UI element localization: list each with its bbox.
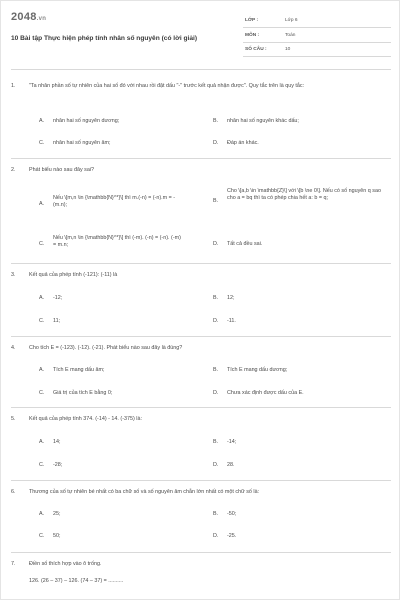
option-letter: B. bbox=[213, 439, 219, 445]
question-text: Thương của số tự nhiên bé nhất có ba chữ số và số nguyên âm chẵn lớn nhất có một chữ số là: bbox=[29, 489, 260, 495]
option-letter: A. bbox=[39, 118, 45, 124]
site-logo[interactable] bbox=[11, 11, 46, 23]
question-text: Phát biểu nào sau đây sai? bbox=[29, 167, 95, 173]
option-letter: B. bbox=[213, 295, 219, 301]
meta-key: LỚP : bbox=[245, 18, 259, 23]
question-text: Cho tích E = (-123). (-12). (-21). Phát biểu nào sau đây là đúng? bbox=[29, 345, 183, 351]
option-text: Tất cả đều sai. bbox=[227, 241, 263, 247]
question-number: 2. bbox=[11, 167, 16, 173]
option-text: Giá trị của tích E bằng 0; bbox=[53, 390, 113, 396]
option-letter: B. bbox=[213, 511, 219, 517]
option-text: 50; bbox=[53, 533, 61, 539]
question-number: 6. bbox=[11, 489, 16, 495]
option-letter: C. bbox=[39, 318, 45, 324]
option-letter: D. bbox=[213, 533, 219, 539]
option-text: Chưa xác định được dấu của E. bbox=[227, 390, 304, 396]
option-letter: C. bbox=[39, 140, 45, 146]
meta-row-class bbox=[243, 15, 391, 28]
question-text: Kết quả của phép tính (-121): (-11) là bbox=[29, 272, 118, 278]
option-text: Nếu \[m,n \in {\mathbb{N}^*}\] thì (-m). (-n) = (-n). (-m) = m.n; bbox=[53, 235, 181, 249]
option-letter: D. bbox=[213, 390, 219, 396]
meta-value: Toán bbox=[285, 32, 296, 38]
option-letter: D. bbox=[213, 140, 219, 146]
question-text: Kết quả của phép tính 374. (-14) - 14. (-375) là: bbox=[29, 416, 142, 422]
option-text: Cho \[a,b \in \mathbb{Z}\] với \[b \ne 0\]. Nếu có số nguyên q sao cho a = bq thì ta có phép chia hết a: b = q; bbox=[227, 188, 381, 202]
question-number: 1. bbox=[11, 83, 16, 89]
option-text: -28; bbox=[53, 462, 63, 468]
option-letter: A. bbox=[39, 201, 45, 207]
meta-row-count bbox=[243, 44, 391, 57]
option-text: 11; bbox=[53, 318, 61, 324]
option-letter: B. bbox=[213, 198, 219, 204]
option-letter: C. bbox=[39, 390, 45, 396]
option-letter: C. bbox=[39, 533, 45, 539]
question-number: 5. bbox=[11, 416, 16, 422]
meta-key: SỐ CÂU : bbox=[245, 47, 267, 52]
question-divider bbox=[11, 336, 391, 337]
option-letter: B. bbox=[213, 118, 219, 124]
meta-table bbox=[243, 15, 391, 59]
option-letter: D. bbox=[213, 318, 219, 324]
question-divider bbox=[11, 480, 391, 481]
option-text: 12; bbox=[227, 295, 235, 301]
option-text: -12; bbox=[53, 295, 63, 301]
question-divider bbox=[11, 552, 391, 553]
option-text: -11. bbox=[227, 318, 236, 324]
worksheet-header bbox=[11, 11, 391, 61]
option-letter: D. bbox=[213, 241, 219, 247]
option-text: -50; bbox=[227, 511, 237, 517]
question-divider bbox=[11, 263, 391, 264]
meta-row-subject bbox=[243, 30, 391, 43]
logo-suffix: .vn bbox=[36, 16, 47, 22]
question-number: 3. bbox=[11, 272, 16, 278]
option-text: 14; bbox=[53, 439, 61, 445]
option-text: Đáp án khác. bbox=[227, 140, 259, 146]
meta-value: Lớp 6 bbox=[285, 18, 298, 23]
fill-in-expression[interactable]: 126. (26 – 37) – 126. (74 – 37) = .......... bbox=[29, 578, 124, 584]
option-text: Tích E mang dấu dương; bbox=[227, 367, 288, 373]
question-text: Điền số thích hợp vào ô trống. bbox=[29, 561, 102, 567]
meta-key: MÔN : bbox=[245, 32, 260, 38]
option-letter: B. bbox=[213, 367, 219, 373]
option-text: nhân hai số nguyên âm; bbox=[53, 140, 111, 146]
option-text: -25. bbox=[227, 533, 237, 539]
option-letter: C. bbox=[39, 462, 45, 468]
header-divider bbox=[11, 69, 391, 70]
question-number: 7. bbox=[11, 561, 16, 567]
option-text: Tích E mang dấu âm; bbox=[53, 367, 105, 373]
option-letter: D. bbox=[213, 462, 219, 468]
option-text: 28. bbox=[227, 462, 235, 468]
question-text: "Ta nhân phần số tự nhiên của hai số đó với nhau rồi đặt dấu "-" trước kết quả nhận được". Quy tắc trên là quy tắc: bbox=[29, 83, 305, 89]
page-title: 10 Bài tập Thực hiện phép tính nhân số nguyên (có lời giải) bbox=[11, 35, 198, 42]
option-text: nhân hai số nguyên dương; bbox=[53, 118, 120, 124]
option-letter: A. bbox=[39, 367, 45, 373]
logo-text: 2048 bbox=[11, 11, 37, 23]
question-divider bbox=[11, 407, 391, 408]
option-letter: A. bbox=[39, 511, 45, 517]
option-letter: A. bbox=[39, 295, 45, 301]
option-letter: C. bbox=[39, 241, 45, 247]
question-divider bbox=[11, 158, 391, 159]
meta-value: 10 bbox=[285, 47, 291, 52]
option-letter: A. bbox=[39, 439, 45, 445]
option-text: -14; bbox=[227, 439, 237, 445]
option-text: Nếu \[m,n \in {\mathbb{N}^*}\] thì m.(-n) = (-n).m = - (m.n); bbox=[53, 195, 176, 209]
option-text: nhân hai số nguyên khác dấu; bbox=[227, 118, 299, 124]
option-text: 25; bbox=[53, 511, 61, 517]
question-number: 4. bbox=[11, 345, 16, 351]
